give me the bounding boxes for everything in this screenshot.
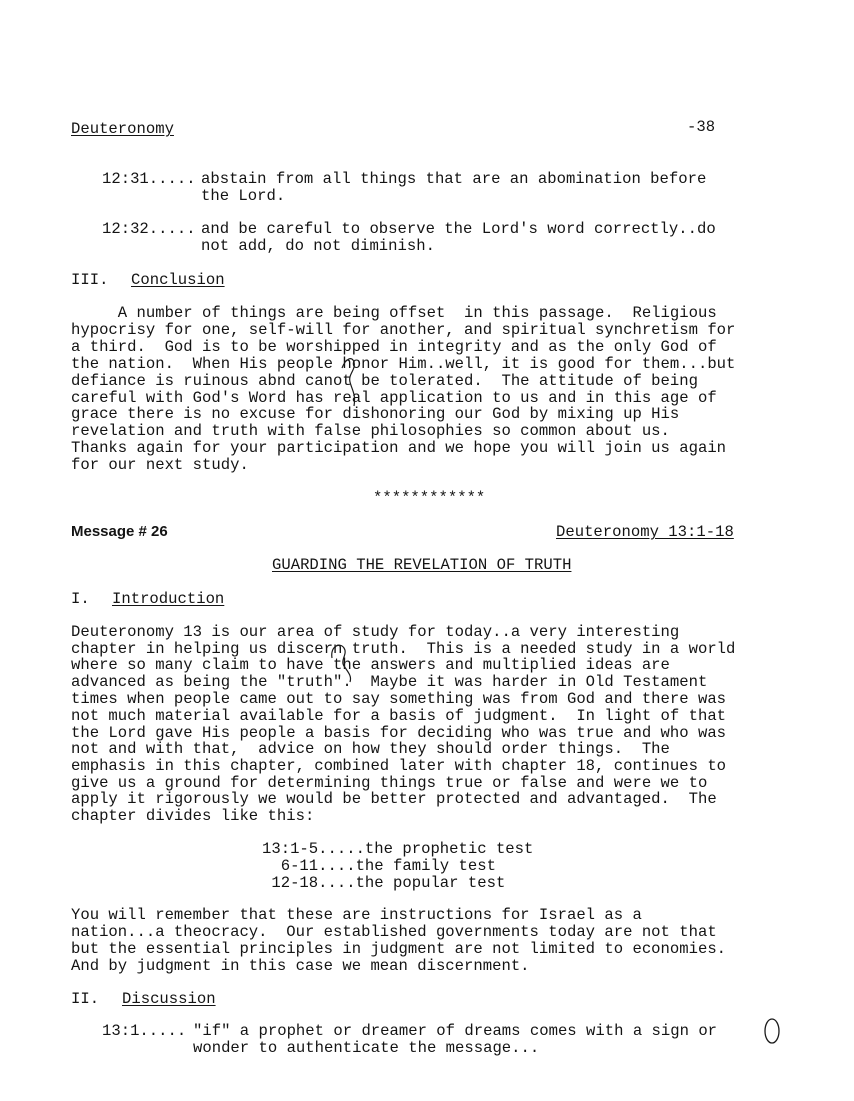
section-heading-conclusion: Conclusion	[131, 271, 225, 289]
paragraph-line: for our next study.	[71, 456, 249, 474]
paragraph-line: emphasis in this chapter, combined later with chapter 18, continues to	[71, 757, 727, 775]
paragraph-line: a third. God is to be worshipped in integrity and as the only God of	[71, 338, 717, 356]
handwritten-insertion-mark	[340, 350, 362, 410]
paragraph-line: Thanks again for your participation and we hope you will join us again	[71, 439, 727, 457]
verse-ref: 13:1.....	[102, 1022, 187, 1040]
paragraph-line: not much material available for a basis of judgment. In light of that	[71, 707, 727, 725]
paragraph-line: the nation. When His people honor Him..well, it is good for them...but	[71, 355, 736, 373]
paragraph-line: but the essential principles in judgment are not limited to economies.	[71, 940, 727, 958]
verse-text: not add, do not diminish.	[201, 237, 435, 255]
paragraph-line: the Lord gave His people a basis for deciding who was true and who was	[71, 724, 727, 742]
handwritten-insertion-mark	[326, 636, 360, 686]
verse-ref: 12:31.....	[102, 170, 196, 188]
section-numeral: II.	[71, 990, 100, 1008]
verse-text: the Lord.	[201, 187, 286, 205]
verse-text: abstain from all things that are an abomination before	[201, 170, 707, 188]
page-number: -38	[687, 118, 716, 136]
message-reference: Deuteronomy 13:1-18	[556, 523, 734, 541]
message-label: Message # 26	[71, 523, 168, 540]
verse-ref: 12:32.....	[102, 220, 196, 238]
paragraph-line: give us a ground for determining things true or false and were we to	[71, 774, 708, 792]
paragraph-line: grace there is no excuse for dishonoring our God by mixing up His	[71, 405, 680, 423]
paragraph-line: times when people came out to say something was from God and there was	[71, 690, 727, 708]
handwritten-circle-mark	[762, 1016, 782, 1046]
paragraph-line: Deuteronomy 13 is our area of study for today..a very interesting	[71, 623, 680, 641]
paragraph-line: And by judgment in this case we mean discernment.	[71, 957, 530, 975]
paragraph-line: defiance is ruinous abnd canot be tolerated. The attitude of being	[71, 372, 698, 390]
section-heading-introduction: Introduction	[112, 590, 225, 608]
section-heading-discussion: Discussion	[122, 990, 216, 1008]
paragraph-line: nation...a theocracy. Our established governments today are not that	[71, 923, 717, 941]
paragraph-line: chapter divides like this:	[71, 807, 315, 825]
paragraph-line: advanced as being the "truth". Maybe it was harder in Old Testament	[71, 673, 708, 691]
message-title: GUARDING THE REVELATION OF TRUTH	[272, 556, 572, 574]
paragraph-line: revelation and truth with false philosophies so common about us.	[71, 422, 670, 440]
verse-text: "if" a prophet or dreamer of dreams comes with a sign or	[193, 1022, 718, 1040]
paragraph-line: A number of things are being offset in this passage. Religious	[71, 304, 717, 322]
section-numeral: III.	[71, 271, 109, 289]
paragraph-line: hypocrisy for one, self-will for another, and spiritual synchretism for	[71, 321, 736, 339]
running-header-title: Deuteronomy	[71, 120, 174, 138]
outline-item: 12-18....the popular test	[262, 874, 506, 892]
section-numeral: I.	[71, 590, 90, 608]
paragraph-line: careful with God's Word has real application to us and in this age of	[71, 389, 717, 407]
separator-asterisks: ************	[373, 489, 486, 507]
paragraph-line: where so many claim to have the answers and multiplied ideas are	[71, 656, 670, 674]
paragraph-line: not and with that, advice on how they should order things. The	[71, 740, 670, 758]
paragraph-line: You will remember that these are instructions for Israel as a	[71, 906, 642, 924]
verse-text: and be careful to observe the Lord's word correctly..do	[201, 220, 716, 238]
paragraph-line: chapter in helping us discern truth. This is a needed study in a world	[71, 640, 736, 658]
paragraph-line: apply it rigorously we would be better protected and advantaged. The	[71, 790, 717, 808]
outline-item: 6-11....the family test	[262, 857, 496, 875]
outline-item: 13:1-5.....the prophetic test	[262, 840, 534, 858]
verse-text: wonder to authenticate the message...	[193, 1039, 540, 1057]
